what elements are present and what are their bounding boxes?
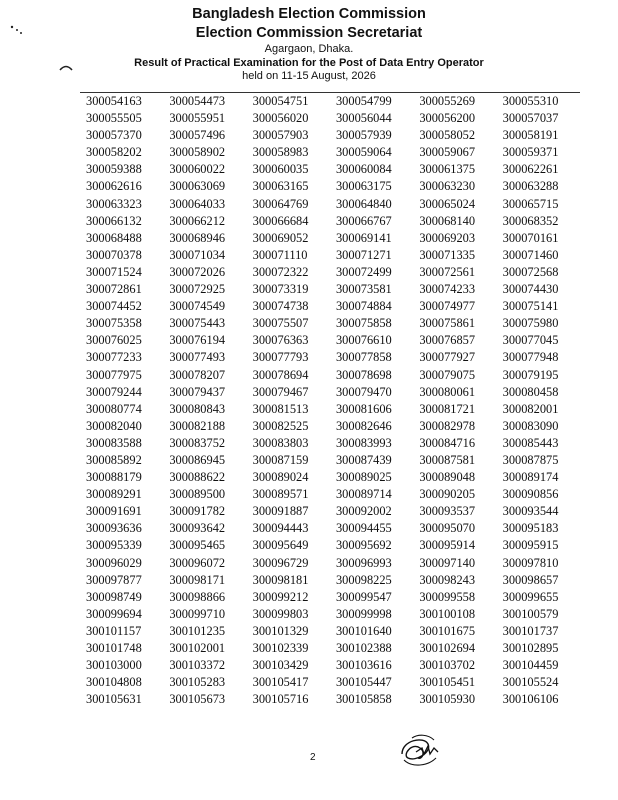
roll-number-cell: 300054751: [252, 94, 309, 108]
roll-number-cell: 300066684: [252, 213, 309, 228]
roll-number-cell: 300058202: [86, 145, 142, 160]
roll-number-cell: 300071110: [252, 247, 308, 262]
roll-number-cell: 300099998: [335, 606, 392, 621]
roll-number-cell: 300054799: [335, 94, 392, 108]
roll-number-cell: 300093642: [169, 521, 226, 536]
roll-number-cell: 300095692: [335, 538, 392, 553]
roll-number-cell: 300098243: [419, 572, 476, 587]
roll-number-cell: 300099655: [502, 589, 559, 604]
roll-number-cell: 300070161: [502, 230, 559, 245]
signature-mark: [398, 730, 444, 770]
roll-number-cell: 300100108: [419, 606, 476, 621]
roll-number-cell: 300095070: [419, 521, 476, 536]
roll-number-cell: 300094455: [335, 521, 392, 536]
roll-number-cell: 300083588: [86, 435, 142, 450]
roll-number-cell: 300090856: [502, 487, 559, 502]
roll-number-cell: 300071271: [335, 247, 392, 262]
roll-number-cell: 300097140: [419, 555, 476, 570]
roll-number-cell: 300081606: [335, 401, 392, 416]
roll-number-cell: 300077493: [169, 350, 226, 365]
roll-number-cell: 300063175: [335, 179, 392, 194]
roll-number-cell: 300095465: [169, 538, 226, 553]
roll-number-cell: 300098657: [502, 572, 559, 587]
roll-number-cell: 300081513: [252, 401, 309, 416]
roll-number-cell: 300077233: [86, 350, 142, 365]
address-line: Agargaon, Dhaka.: [264, 43, 354, 55]
roll-number-cell: 300079195: [502, 367, 559, 382]
roll-number-cell: 300068488: [86, 230, 142, 245]
roll-number-cell: 300103000: [86, 658, 142, 673]
results-table-body: [80, 93, 580, 708]
roll-number-cell: 300074977: [419, 299, 476, 314]
roll-number-cell: 300095915: [502, 538, 559, 553]
roll-number-cell: 300069141: [335, 230, 392, 245]
roll-number-cell: 300068140: [419, 213, 476, 228]
roll-number-cell: 300055505: [86, 111, 142, 126]
roll-number-cell: 300086945: [169, 452, 226, 467]
roll-number-cell: 300060022: [169, 162, 226, 177]
roll-number-cell: 300098749: [86, 589, 142, 604]
roll-number-cell: 300082525: [252, 418, 309, 433]
roll-number-cell: 300075141: [502, 299, 559, 314]
table-row: [80, 503, 580, 520]
table-row: [80, 230, 580, 247]
roll-number-cell: 300055310: [502, 94, 559, 108]
roll-number-cell: 300077948: [502, 350, 559, 365]
result-title: Result of Practical Examination for the Post of Data Entry Operator: [134, 57, 484, 69]
roll-number-cell: 300066767: [335, 213, 392, 228]
table-row: [80, 640, 580, 657]
roll-number-cell: 300078698: [335, 367, 392, 382]
roll-number-cell: 300074452: [86, 299, 142, 314]
table-row: [80, 606, 580, 623]
roll-number-cell: 300089571: [252, 487, 309, 502]
roll-number-cell: 300074884: [335, 299, 392, 314]
roll-number-cell: 300063323: [86, 196, 142, 211]
roll-number-cell: 300096072: [169, 555, 226, 570]
roll-number-cell: 300103429: [252, 658, 309, 673]
roll-number-cell: 300080774: [86, 401, 142, 416]
roll-number-cell: 300105631: [86, 692, 142, 707]
roll-number-cell: 300080061: [419, 384, 476, 399]
roll-number-cell: 300063288: [502, 179, 559, 194]
results-table: [80, 93, 580, 708]
roll-number-cell: 300093537: [419, 504, 476, 519]
roll-number-cell: 300099212: [252, 589, 309, 604]
roll-number-cell: 300102895: [502, 641, 559, 655]
roll-number-cell: 300071034: [169, 247, 226, 262]
roll-number-cell: 300101157: [86, 623, 142, 638]
roll-number-cell: 300072322: [252, 264, 309, 279]
table-row: [80, 315, 580, 332]
roll-number-cell: 300085443: [502, 435, 559, 450]
roll-number-cell: 300074738: [252, 299, 309, 314]
roll-number-cell: 300095649: [252, 538, 309, 553]
roll-number-cell: 300103372: [169, 658, 226, 673]
roll-number-cell: 300075861: [419, 316, 476, 331]
table-row: [80, 520, 580, 537]
table-row: [80, 589, 580, 606]
roll-number-cell: 300079437: [169, 384, 226, 399]
roll-number-cell: 300057939: [335, 128, 392, 143]
roll-number-cell: 300102339: [252, 641, 309, 655]
roll-number-cell: 300083752: [169, 435, 226, 450]
roll-number-cell: 300099558: [419, 589, 476, 604]
table-row: [80, 332, 580, 349]
roll-number-cell: 300057370: [86, 128, 142, 143]
roll-number-cell: 300054163: [86, 94, 142, 108]
roll-number-cell: 300102694: [419, 641, 476, 655]
roll-number-cell: 300105447: [335, 675, 392, 690]
table-row: [80, 469, 580, 486]
roll-number-cell: 300097810: [502, 555, 559, 570]
roll-number-cell: 300102001: [169, 641, 226, 655]
roll-number-cell: 300056044: [335, 111, 392, 126]
table-row: [80, 298, 580, 315]
secretariat-title: Election Commission Secretariat: [195, 25, 423, 41]
roll-number-cell: 300093636: [86, 521, 142, 536]
roll-number-cell: 300087439: [335, 452, 392, 467]
roll-number-cell: 300057496: [169, 128, 226, 143]
roll-number-cell: 300101329: [252, 623, 309, 638]
roll-number-cell: 300100579: [502, 606, 559, 621]
table-row: [80, 486, 580, 503]
table-row: [80, 435, 580, 452]
table-row: [80, 349, 580, 366]
roll-number-cell: 300082040: [86, 418, 142, 433]
roll-number-cell: 300089291: [86, 487, 142, 502]
roll-number-cell: 300060084: [335, 162, 392, 177]
roll-number-cell: 300065024: [419, 196, 476, 211]
roll-number-cell: 300062616: [86, 179, 142, 194]
roll-number-cell: 300059064: [335, 145, 392, 160]
roll-number-cell: 300077927: [419, 350, 476, 365]
roll-number-cell: 300076610: [335, 333, 392, 348]
roll-number-cell: 300057903: [252, 128, 309, 143]
table-row: [80, 537, 580, 554]
roll-number-cell: 300089500: [169, 487, 226, 502]
roll-number-cell: 300089714: [335, 487, 392, 502]
table-row: [80, 418, 580, 435]
roll-number-cell: 300061375: [419, 162, 476, 177]
roll-number-cell: 300099694: [86, 606, 142, 621]
roll-number-cell: 300074233: [419, 282, 476, 297]
roll-number-cell: 300105524: [502, 675, 559, 690]
roll-number-cell: 300080458: [502, 384, 559, 399]
table-row: [80, 674, 580, 691]
page-number: 2: [310, 752, 316, 763]
roll-number-cell: 300068946: [169, 230, 226, 245]
table-row: [80, 555, 580, 572]
roll-number-cell: 300088179: [86, 470, 142, 485]
roll-number-cell: 300071524: [86, 264, 142, 279]
roll-number-cell: 300082646: [335, 418, 392, 433]
roll-number-cell: 300054473: [169, 94, 226, 108]
roll-number-cell: 300092002: [335, 504, 392, 519]
table-row: [80, 110, 580, 127]
roll-number-cell: 300089174: [502, 470, 559, 485]
roll-number-cell: 300089048: [419, 470, 476, 485]
roll-number-cell: 300063165: [252, 179, 309, 194]
table-row: [80, 281, 580, 298]
roll-number-cell: 300082978: [419, 418, 476, 433]
roll-number-cell: 300088622: [169, 470, 226, 485]
roll-number-cell: 300081721: [419, 401, 476, 416]
table-row: [80, 178, 580, 195]
roll-number-cell: 300073581: [335, 282, 392, 297]
roll-number-cell: 300098181: [252, 572, 309, 587]
roll-number-cell: 300074549: [169, 299, 226, 314]
roll-number-cell: 300058902: [169, 145, 226, 160]
roll-number-cell: 300087875: [502, 452, 559, 467]
roll-number-cell: 300096029: [86, 555, 142, 570]
roll-number-cell: 300098866: [169, 589, 226, 604]
roll-number-cell: 300076857: [419, 333, 476, 348]
table-row: [80, 247, 580, 264]
roll-number-cell: 300089024: [252, 470, 309, 485]
table-row: [80, 144, 580, 161]
roll-number-cell: 300064840: [335, 196, 392, 211]
roll-number-cell: 300105673: [169, 692, 226, 707]
table-row: [80, 691, 580, 708]
roll-number-cell: 300102388: [335, 641, 392, 655]
roll-number-cell: 300075980: [502, 316, 559, 331]
roll-number-cell: 300072861: [86, 282, 142, 297]
roll-number-cell: 300089025: [335, 470, 392, 485]
roll-number-cell: 300078207: [169, 367, 226, 382]
roll-number-cell: 300058052: [419, 128, 476, 143]
roll-number-cell: 300098171: [169, 572, 226, 587]
roll-number-cell: 300060035: [252, 162, 309, 177]
roll-number-cell: 300068352: [502, 213, 559, 228]
roll-number-cell: 300063230: [419, 179, 476, 194]
roll-number-cell: 300084716: [419, 435, 476, 450]
table-row: [80, 93, 580, 110]
roll-number-cell: 300105417: [252, 675, 309, 690]
roll-number-cell: 300095339: [86, 538, 142, 553]
roll-number-cell: 300103616: [335, 658, 392, 673]
roll-number-cell: 300066212: [169, 213, 226, 228]
roll-number-cell: 300096993: [335, 555, 392, 570]
roll-number-cell: 300082188: [169, 418, 226, 433]
roll-number-cell: 300069052: [252, 230, 309, 245]
roll-number-cell: 300077975: [86, 367, 142, 382]
roll-number-cell: 300091691: [86, 504, 142, 519]
roll-number-cell: 300072561: [419, 264, 476, 279]
roll-number-cell: 300094443: [252, 521, 309, 536]
roll-number-cell: 300099547: [335, 589, 392, 604]
roll-number-cell: 300079467: [252, 384, 309, 399]
roll-number-cell: 300057037: [502, 111, 559, 126]
roll-number-cell: 300101675: [419, 623, 476, 638]
roll-number-cell: 300105858: [335, 692, 392, 707]
table-row: [80, 452, 580, 469]
roll-number-cell: 300097877: [86, 572, 142, 587]
table-row: [80, 623, 580, 640]
roll-number-cell: 300101640: [335, 623, 392, 638]
roll-number-cell: 300075443: [169, 316, 226, 331]
roll-number-cell: 300059067: [419, 145, 476, 160]
table-row: [80, 367, 580, 384]
roll-number-cell: 300080843: [169, 401, 226, 416]
table-row: [80, 161, 580, 178]
roll-number-cell: 300095914: [419, 538, 476, 553]
roll-number-cell: 300105716: [252, 692, 309, 707]
roll-number-cell: 300066132: [86, 213, 142, 228]
roll-number-cell: 300078694: [252, 367, 309, 382]
roll-number-cell: 300085892: [86, 452, 142, 467]
roll-number-cell: 300076194: [169, 333, 226, 348]
roll-number-cell: 300072925: [169, 282, 226, 297]
roll-number-cell: 300105283: [169, 675, 226, 690]
roll-number-cell: 300083090: [502, 418, 559, 433]
table-row: [80, 127, 580, 144]
roll-number-cell: 300059388: [86, 162, 142, 177]
results-table-container: [80, 92, 580, 731]
roll-number-cell: 300077858: [335, 350, 392, 365]
roll-number-cell: 300087581: [419, 452, 476, 467]
commission-title: Bangladesh Election Commission: [192, 6, 426, 22]
roll-number-cell: 300083803: [252, 435, 309, 450]
roll-number-cell: 300069203: [419, 230, 476, 245]
roll-number-cell: 300104808: [86, 675, 142, 690]
roll-number-cell: 300073319: [252, 282, 309, 297]
roll-number-cell: 300058983: [252, 145, 309, 160]
roll-number-cell: 300075358: [86, 316, 142, 331]
table-row: [80, 213, 580, 230]
roll-number-cell: 300096729: [252, 555, 309, 570]
roll-number-cell: 300079470: [335, 384, 392, 399]
roll-number-cell: 300063069: [169, 179, 226, 194]
roll-number-cell: 300105451: [419, 675, 476, 690]
roll-number-cell: 300072568: [502, 264, 559, 279]
roll-number-cell: 300095183: [502, 521, 559, 536]
roll-number-cell: 300093544: [502, 504, 559, 519]
table-row: [80, 401, 580, 418]
roll-number-cell: 300059371: [502, 145, 559, 160]
table-row: [80, 384, 580, 401]
roll-number-cell: 300103702: [419, 658, 476, 673]
roll-number-cell: 300082001: [502, 401, 559, 416]
roll-number-cell: 300101737: [502, 623, 559, 638]
roll-number-cell: 300071335: [419, 247, 476, 262]
roll-number-cell: 300077793: [252, 350, 309, 365]
roll-number-cell: 300099803: [252, 606, 309, 621]
roll-number-cell: 300074430: [502, 282, 559, 297]
roll-number-cell: 300077045: [502, 333, 559, 348]
roll-number-cell: 300091887: [252, 504, 309, 519]
exam-date-line: held on 11-15 August, 2026: [242, 70, 376, 82]
roll-number-cell: 300055269: [419, 94, 476, 108]
roll-number-cell: 300072026: [169, 264, 226, 279]
roll-number-cell: 300087159: [252, 452, 309, 467]
roll-number-cell: 300079075: [419, 367, 476, 382]
roll-number-cell: 300075507: [252, 316, 309, 331]
roll-number-cell: 300101235: [169, 623, 226, 638]
roll-number-cell: 300104459: [502, 658, 559, 673]
roll-number-cell: 300075858: [335, 316, 392, 331]
roll-number-cell: 300062261: [502, 162, 559, 177]
roll-number-cell: 300101748: [86, 641, 142, 655]
roll-number-cell: 300099710: [169, 606, 226, 621]
table-row: [80, 264, 580, 281]
roll-number-cell: 300076025: [86, 333, 142, 348]
roll-number-cell: 300070378: [86, 247, 142, 262]
roll-number-cell: 300055951: [169, 111, 226, 126]
roll-number-cell: 300064033: [169, 196, 226, 211]
roll-number-cell: 300091782: [169, 504, 226, 519]
roll-number-cell: 300105930: [419, 692, 476, 707]
roll-number-cell: 300072499: [335, 264, 392, 279]
table-row: [80, 196, 580, 213]
roll-number-cell: 300071460: [502, 247, 559, 262]
roll-number-cell: 300064769: [252, 196, 309, 211]
roll-number-cell: 300058191: [502, 128, 559, 143]
table-row: [80, 572, 580, 589]
roll-number-cell: 300106106: [502, 692, 559, 707]
roll-number-cell: 300056020: [252, 111, 309, 126]
roll-number-cell: 300090205: [419, 487, 476, 502]
roll-number-cell: 300076363: [252, 333, 309, 348]
roll-number-cell: 300079244: [86, 384, 142, 399]
table-row: [80, 657, 580, 674]
roll-number-cell: 300083993: [335, 435, 392, 450]
roll-number-cell: 300056200: [419, 111, 476, 126]
roll-number-cell: 300098225: [335, 572, 392, 587]
roll-number-cell: 300065715: [502, 196, 559, 211]
